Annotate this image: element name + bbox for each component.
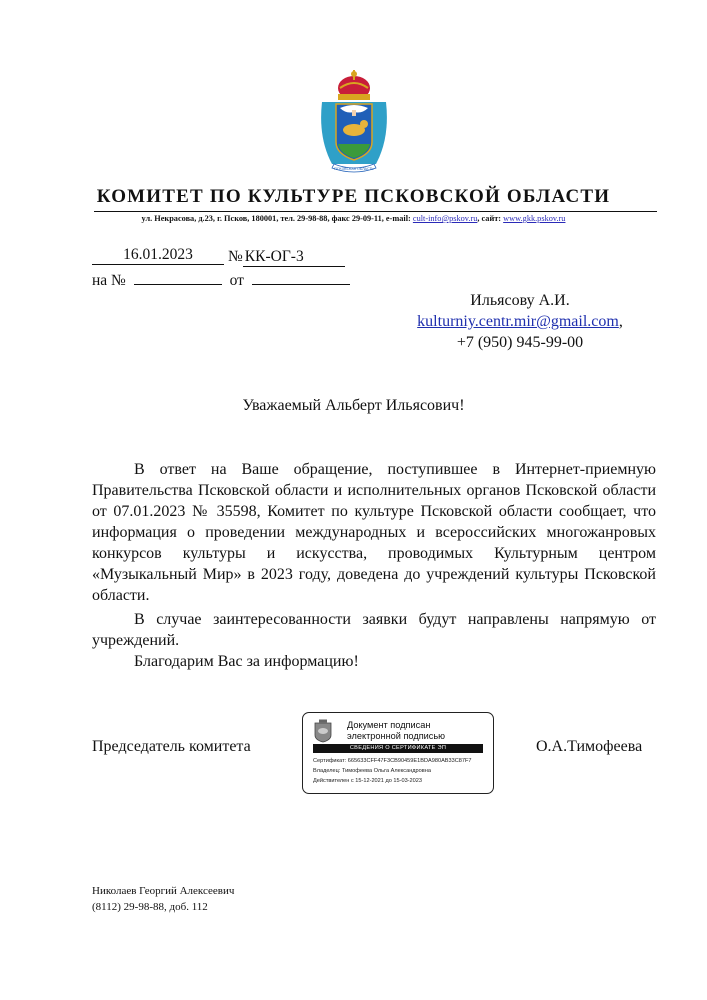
reference-number-blank: [134, 284, 222, 285]
emblem-motto: ПСКОВСКАЯ ОБЛАСТЬ: [334, 167, 374, 171]
stamp-heading-line2: электронной подписью: [347, 731, 446, 741]
executor-name: Николаев Георгий Алексеевич: [92, 885, 235, 897]
registration-date-row: [92, 246, 224, 265]
recipient-name: Ильясову А.И.: [470, 292, 570, 309]
reference-from: от: [229, 272, 244, 289]
org-address: [0, 214, 707, 223]
stamp-certificate: Сертификат: 665633CFF47F3CB90459E1BDA980AB33C87F7: [313, 758, 472, 764]
registration-number-row: [228, 248, 345, 267]
registration-number: КК-ОГ-3: [243, 248, 345, 267]
stamp-certificate-bar: СВЕДЕНИЯ О СЕРТИФИКАТЕ ЭП: [313, 744, 483, 753]
reference-prefix: на №: [92, 272, 126, 289]
site-label: , сайт:: [477, 214, 504, 223]
reference-date-blank: [252, 284, 350, 285]
org-title: КОМИТЕТ ПО КУЛЬТУРЕ ПСКОВСКОЙ ОБЛАСТИ: [96, 186, 611, 207]
number-sign: №: [228, 248, 243, 265]
recipient-block: [380, 290, 660, 353]
body-paragraph-2: В случае заинтересованности заявки будут направлены напрямую от учреждений.: [92, 611, 656, 649]
e-signature-stamp: [302, 712, 494, 794]
stamp-owner: Владелец: Тимофеева Ольга Александровна: [313, 768, 431, 774]
recipient-email-suffix: ,: [618, 313, 623, 330]
stamp-heading-line1: Документ подписан: [347, 720, 431, 730]
salutation: Уважаемый Альберт Ильясович!: [242, 397, 465, 414]
signature-position: Председатель комитета: [92, 738, 251, 755]
body-paragraph-3: Благодарим Вас за информацию!: [134, 653, 359, 670]
registration-date: 16.01.2023: [92, 246, 224, 265]
reference-row: [92, 272, 350, 290]
stamp-emblem-icon: [313, 719, 333, 743]
stamp-validity: Действителен с 15-12-2021 до 15-03-2023: [313, 778, 422, 784]
recipient-email-link[interactable]: kulturniy.centr.mir@gmail.com: [417, 313, 619, 330]
org-email-link[interactable]: cult-info@pskov.ru: [412, 214, 478, 223]
body-paragraph-1: В ответ на Ваше обращение, поступившее в Интернет-приемную Правительства Псковской области и исполнительных органов Псковской области от 07.01.2023 № 35598, Комитет по культуре Псковской области сообщает, что информация о проведении международных и всероссийских многожанровых конкурсов культуры и искусства, проводимых Культурным центром «Музыкальный Мир» в 2023 году, доведена до учреждений культуры Псковской области.: [92, 461, 656, 604]
recipient-phone: +7 (950) 945-99-00: [456, 334, 584, 351]
coat-of-arms-emblem: [318, 68, 390, 176]
header-divider: [94, 211, 657, 212]
address-text: ул. Некрасова, д.23, г. Псков, 180001, тел. 29-98-88, факс 29-09-11, e-mail:: [141, 214, 413, 223]
signature-name: О.А.Тимофеева: [536, 738, 643, 755]
org-site-link[interactable]: www.gkk.pskov.ru: [503, 214, 566, 223]
executor-phone: (8112) 29-98-88, доб. 112: [92, 901, 208, 913]
